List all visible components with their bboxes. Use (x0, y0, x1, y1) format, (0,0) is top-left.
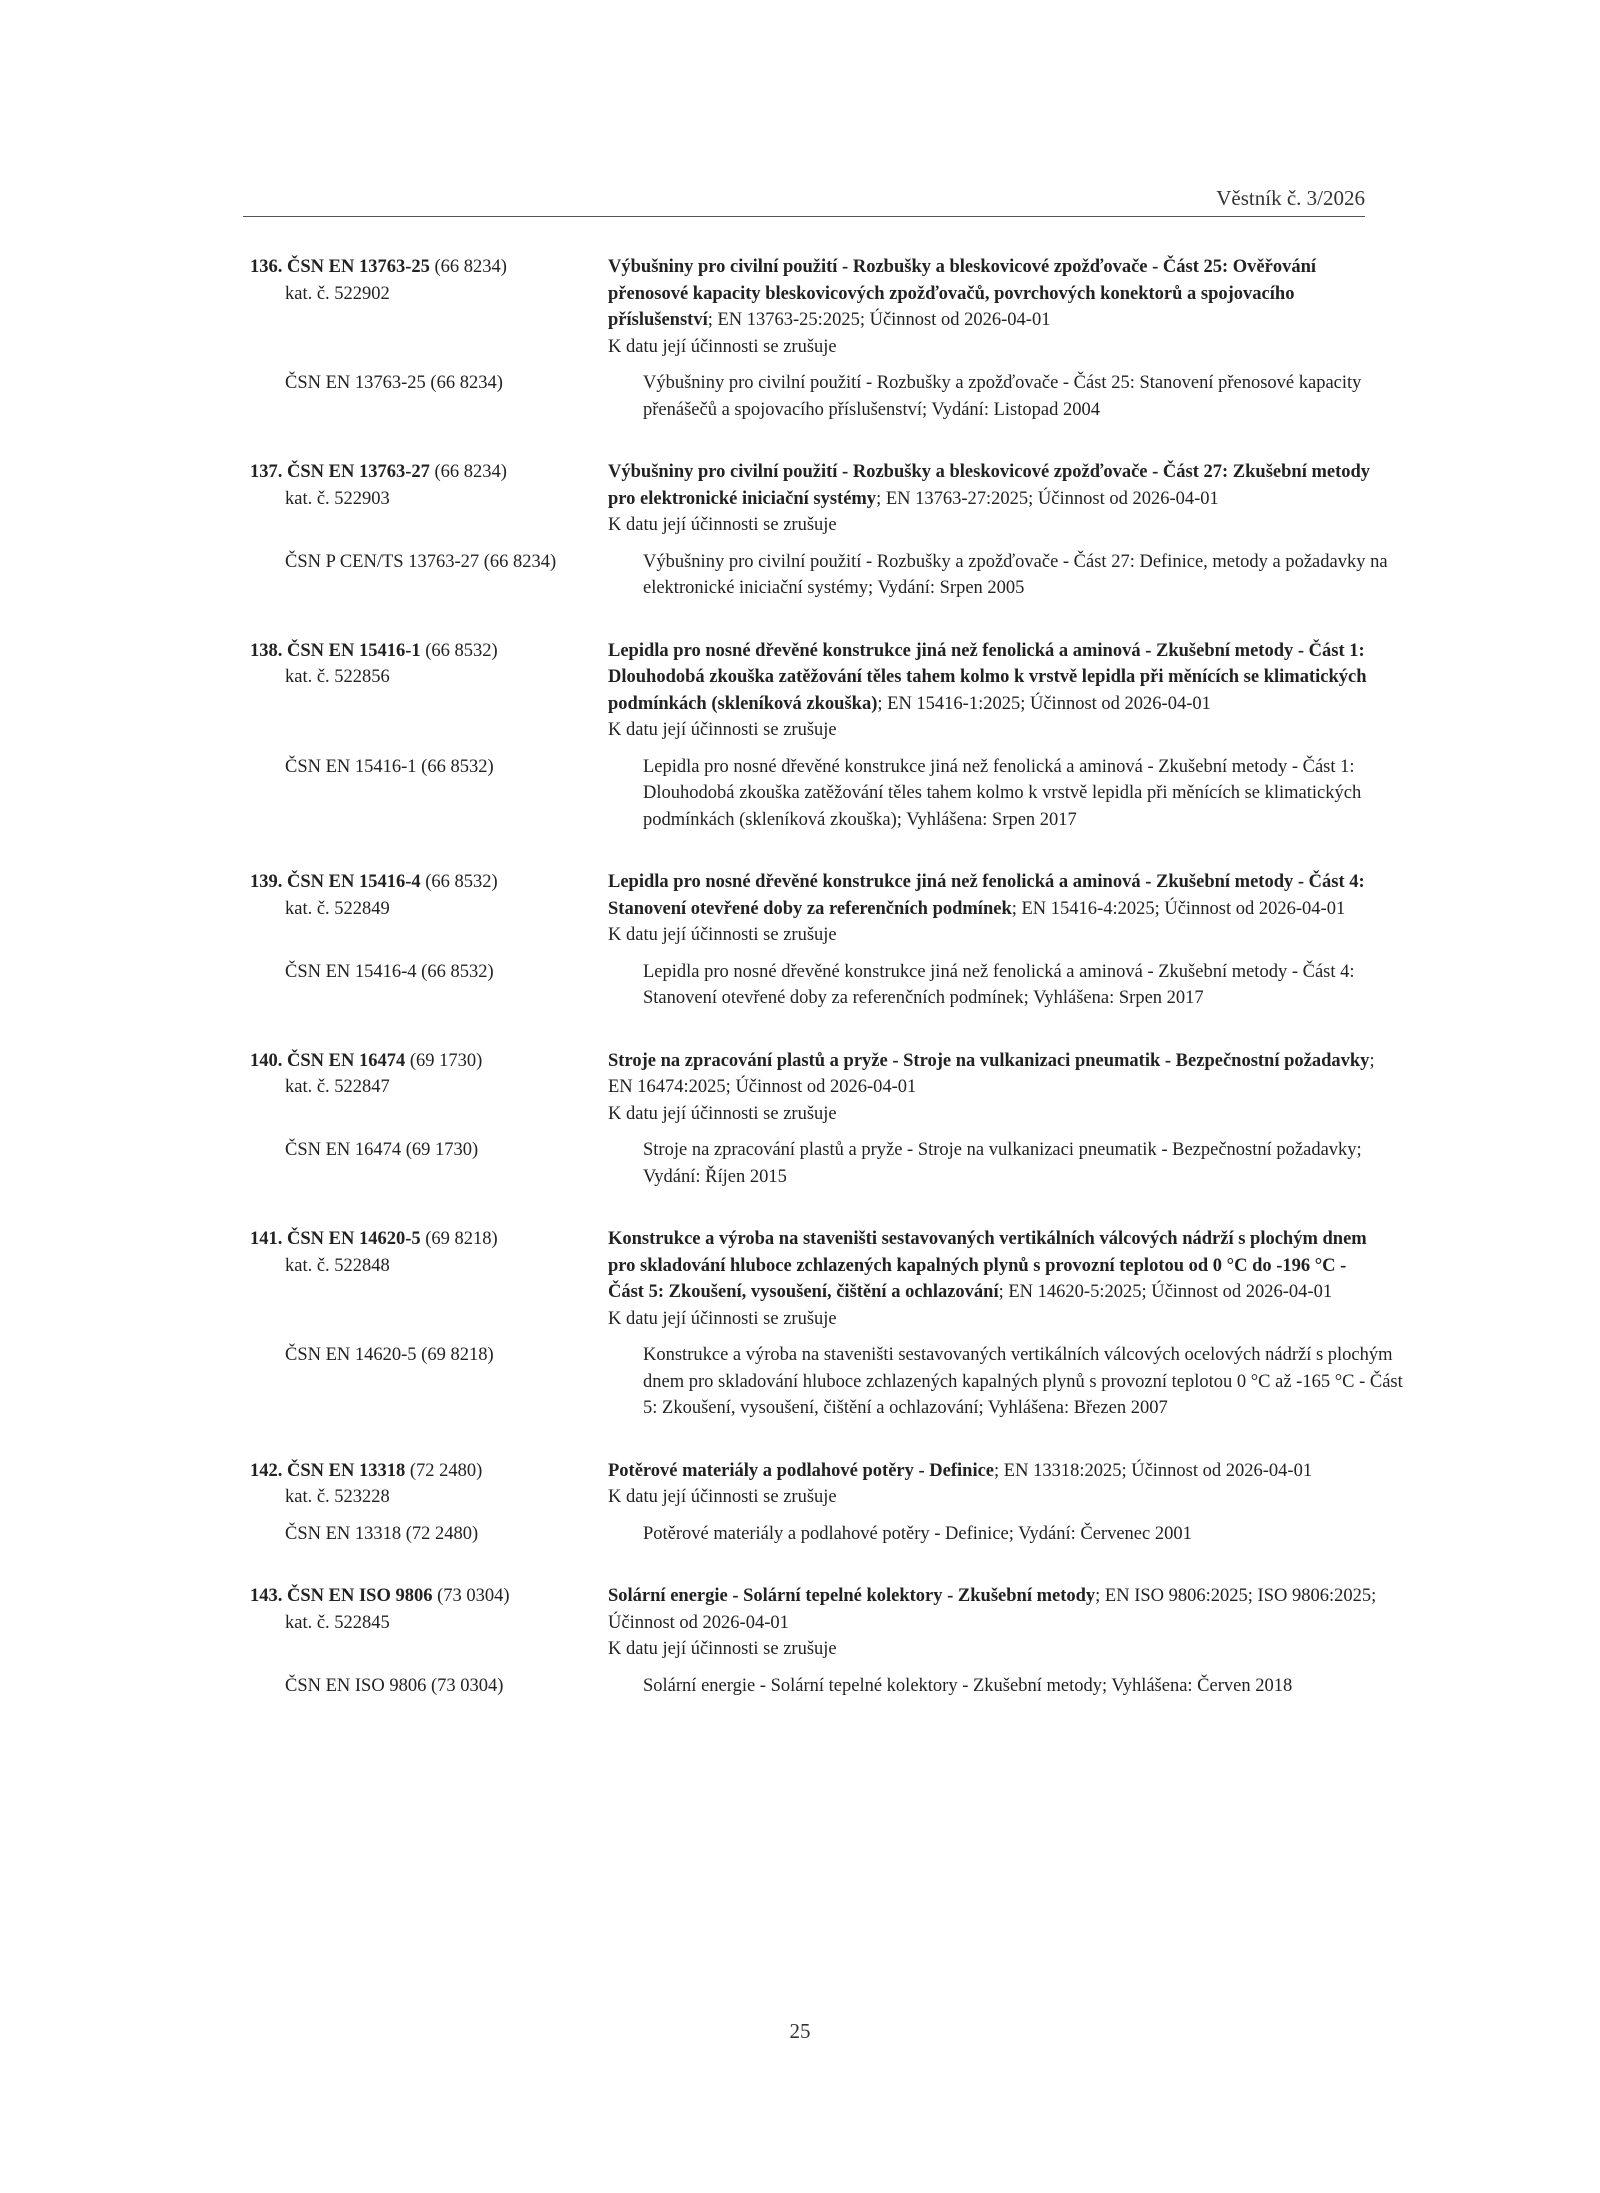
withdrawn-standard-desc: Lepidla pro nosné dřevěné konstrukce jiná než fenolická a aminová - Zkušební metody - Část 1: Dlouhodobá zkouška zatěžování těles tahem kolmo k vrstvě lepidla při měnících se klimatických podmínkách (skleníková zkouška); Vyhlášena: Srpen 2017 (643, 756, 1362, 830)
new-standard-desc (608, 254, 1378, 360)
entry-number: 141. (250, 1229, 283, 1249)
new-standard-id (250, 1226, 608, 1332)
withdrawn-standard-row (250, 549, 1388, 602)
classification: (69 8218) (425, 1229, 498, 1249)
standard-details: ; EN 16474:2025; Účinnost od 2026-04-01 (608, 1050, 1375, 1097)
new-standard-row (250, 1583, 1377, 1663)
catalog-number: kat. č. 523228 (285, 1487, 390, 1507)
new-standard-id (250, 254, 608, 360)
standard-title: Lepidla pro nosné dřevěné konstrukce jiná než fenolická a aminová - Zkušební metody - Část 4: Stanovení otevřené doby za referenčních podmínek (608, 872, 1365, 919)
cancellation-note: K datu její účinnosti se zrušuje (608, 1639, 837, 1659)
new-standard-row (250, 1458, 1370, 1511)
standard-details: ; EN 15416-4:2025; Účinnost od 2026-04-01 (1011, 898, 1346, 919)
new-standard-row (250, 638, 1370, 744)
classification: (73 0304) (437, 1586, 510, 1606)
standard-title: Potěrové materiály a podlahové potěry - Definice (608, 1460, 995, 1481)
catalog-number: kat. č. 522856 (285, 667, 390, 687)
withdrawn-standard-row (250, 959, 1370, 1012)
page-number: 25 (789, 2019, 811, 2043)
standard-details: ; EN 15416-1:2025; Účinnost od 2026-04-01 (877, 693, 1211, 714)
withdrawn-standard-row (250, 1137, 1370, 1190)
standard-details: ; EN ISO 9806:2025; ISO 9806:2025; Účinnost od 2026-04-01 (608, 1586, 1377, 1633)
withdrawn-standard-row (250, 1673, 1370, 1700)
page-header (243, 182, 1365, 217)
cancellation-note: K datu její účinnosti se zrušuje (608, 925, 837, 945)
new-standard-row (250, 1048, 1375, 1128)
standard-details: ; EN 13318:2025; Účinnost od 2026-04-01 (994, 1460, 1313, 1481)
withdrawn-standard-desc: Lepidla pro nosné dřevěné konstrukce jiná než fenolická a aminová - Zkušební metody - Část 4: Stanovení otevřené doby za referenčních podmínek; Vyhlášena: Srpen 2017 (643, 961, 1355, 1008)
new-standard-id (250, 638, 608, 744)
standard-code: ČSN EN 13763-27 (287, 462, 430, 482)
classification: (69 1730) (409, 1050, 483, 1071)
standard-code: ČSN EN 13318 (287, 1460, 406, 1481)
standard-entry (250, 1458, 1370, 1548)
standard-entry (250, 459, 1388, 602)
standard-title: Lepidla pro nosné dřevěné konstrukce jiná než fenolická a aminová - Zkušební metody - Část 1: Dlouhodobá zkouška zatěžování těles tahem kolmo k vrstvě lepidla při měnících se klimatických podmínkách (skleníková zkouška) (608, 640, 1367, 714)
entry-number: 140. (250, 1050, 283, 1071)
classification: (66 8532) (425, 872, 498, 892)
cancellation-note: K datu její účinnosti se zrušuje (608, 720, 837, 740)
new-standard-desc (608, 1226, 1378, 1332)
withdrawn-standard-desc: Potěrové materiály a podlahové potěry - Definice; Vydání: Červenec 2001 (643, 1523, 1192, 1544)
withdrawn-standard-row (250, 1521, 1370, 1548)
classification: (66 8234) (434, 462, 507, 482)
new-standard-desc (608, 459, 1378, 539)
withdrawn-standard-code: ČSN EN 16474 (69 1730) (285, 1140, 479, 1160)
standard-code: ČSN EN 15416-1 (287, 640, 421, 661)
new-standard-desc (608, 1583, 1378, 1663)
standard-code: ČSN EN 16474 (287, 1050, 406, 1071)
entry-number: 137. (250, 462, 283, 482)
entry-number: 136. (250, 257, 283, 277)
standard-code: ČSN EN 15416-4 (287, 872, 421, 892)
standard-title: Výbušniny pro civilní použití - Rozbušky a bleskovicové zpožďovače - Část 25: Ověřování přenosové kapacity bleskovicových zpožďovačů, povrchových konektorů a spojovacího příslušenství (608, 257, 1317, 330)
classification: (66 8532) (425, 640, 498, 661)
withdrawn-standard-code: ČSN EN ISO 9806 (73 0304) (285, 1675, 504, 1696)
withdrawn-standard-row (250, 370, 1370, 423)
standard-title: Výbušniny pro civilní použití - Rozbušky a bleskovicové zpožďovače - Část 27: Zkušební metody pro elektronické iniciační systémy (608, 462, 1371, 509)
catalog-number: kat. č. 522848 (285, 1255, 390, 1276)
new-standard-id (250, 1048, 608, 1128)
standard-entry (250, 254, 1370, 423)
standard-title: Solární energie - Solární tepelné kolektory - Zkušební metody (608, 1586, 1096, 1606)
withdrawn-standard-row (250, 1342, 1403, 1422)
standard-title: Konstrukce a výroba na staveništi sestavovaných vertikálních válcových nádrží s plochým dnem pro skladování hluboce zchlazených kapalných plynů s provozní teplotou od 0 °C do -196 °C - Část 5: Zkoušení, vysoušení, čištění a ochlazování (608, 1229, 1367, 1302)
standard-entry (250, 1226, 1403, 1422)
standard-code: ČSN EN ISO 9806 (287, 1586, 433, 1606)
withdrawn-standard-code: ČSN EN 15416-4 (66 8532) (285, 961, 494, 982)
standard-entry (250, 1583, 1377, 1699)
standard-details: ; EN 13763-25:2025; Účinnost od 2026-04-01 (707, 310, 1051, 330)
catalog-number: kat. č. 522847 (285, 1077, 390, 1097)
new-standard-desc (608, 869, 1378, 949)
catalog-number: kat. č. 522845 (285, 1612, 390, 1633)
standard-code: ČSN EN 13763-25 (287, 257, 430, 277)
new-standard-row (250, 1226, 1370, 1332)
classification: (72 2480) (409, 1460, 483, 1481)
cancellation-note: K datu její účinnosti se zrušuje (608, 515, 837, 535)
cancellation-note: K datu její účinnosti se zrušuje (608, 1308, 837, 1329)
withdrawn-standard-code: ČSN P CEN/TS 13763-27 (66 8234) (285, 551, 557, 572)
entry-number: 138. (250, 640, 283, 661)
standard-title: Stroje na zpracování plastů a pryže - Stroje na vulkanizaci pneumatik - Bezpečnostní požadavky (608, 1050, 1370, 1071)
standard-details: ; EN 13763-27:2025; Účinnost od 2026-04-01 (876, 488, 1219, 509)
journal-title: Věstník č. 3/2026 (1216, 186, 1365, 210)
catalog-number: kat. č. 522903 (285, 488, 390, 509)
new-standard-row (250, 869, 1370, 949)
new-standard-id (250, 1583, 608, 1663)
withdrawn-standard-desc: Stroje na zpracování plastů a pryže - Stroje na vulkanizaci pneumatik - Bezpečnostní požadavky; Vydání: Říjen 2015 (643, 1140, 1362, 1187)
standard-entry (250, 638, 1370, 834)
cancellation-note: K datu její účinnosti se zrušuje (608, 336, 837, 357)
withdrawn-standard-code: ČSN EN 15416-1 (66 8532) (285, 756, 494, 777)
new-standard-desc (608, 1458, 1378, 1511)
entry-number: 143. (250, 1586, 283, 1606)
withdrawn-standard-code: ČSN EN 13318 (72 2480) (285, 1523, 479, 1544)
new-standard-row (250, 254, 1370, 360)
standard-entry (250, 869, 1370, 1012)
new-standard-id (250, 1458, 608, 1511)
withdrawn-standard-code: ČSN EN 14620-5 (69 8218) (285, 1345, 494, 1365)
withdrawn-standard-desc: Konstrukce a výroba na staveništi sestavovaných vertikálních válcových ocelových nádrží s plochým dnem pro skladování hluboce zchlazených kapalných plynů s provozní teplotou 0 °C až -165 °C - Část 5: Zkoušení, vysoušení, čištění a ochlazování; Vyhlášena: Březen 2007 (643, 1345, 1403, 1418)
standard-entry (250, 1048, 1375, 1191)
entry-number: 142. (250, 1460, 283, 1481)
cancellation-note: K datu její účinnosti se zrušuje (608, 1103, 837, 1124)
standards-list (250, 254, 1403, 1735)
standard-details: ; EN 14620-5:2025; Účinnost od 2026-04-01 (998, 1282, 1333, 1302)
new-standard-desc (608, 638, 1378, 744)
new-standard-desc (608, 1048, 1378, 1128)
catalog-number: kat. č. 522849 (285, 898, 390, 919)
cancellation-note: K datu její účinnosti se zrušuje (608, 1487, 837, 1507)
withdrawn-standard-row (250, 754, 1370, 834)
standard-code: ČSN EN 14620-5 (287, 1229, 421, 1249)
withdrawn-standard-desc: Výbušniny pro civilní použití - Rozbušky a zpožďovače - Část 25: Stanovení přenosové kapacity přenášečů a spojovacího příslušenství; Vydání: Listopad 2004 (643, 373, 1362, 420)
catalog-number: kat. č. 522902 (285, 283, 390, 304)
entry-number: 139. (250, 872, 283, 892)
withdrawn-standard-code: ČSN EN 13763-25 (66 8234) (285, 373, 503, 393)
new-standard-row (250, 459, 1370, 539)
classification: (66 8234) (434, 257, 507, 277)
new-standard-id (250, 869, 608, 949)
new-standard-id (250, 459, 608, 539)
withdrawn-standard-desc: Solární energie - Solární tepelné kolektory - Zkušební metody; Vyhlášena: Červen 2018 (643, 1675, 1293, 1696)
withdrawn-standard-desc: Výbušniny pro civilní použití - Rozbušky a zpožďovače - Část 27: Definice, metody a požadavky na elektronické iniciační systémy; Vydání: Srpen 2005 (643, 551, 1388, 598)
